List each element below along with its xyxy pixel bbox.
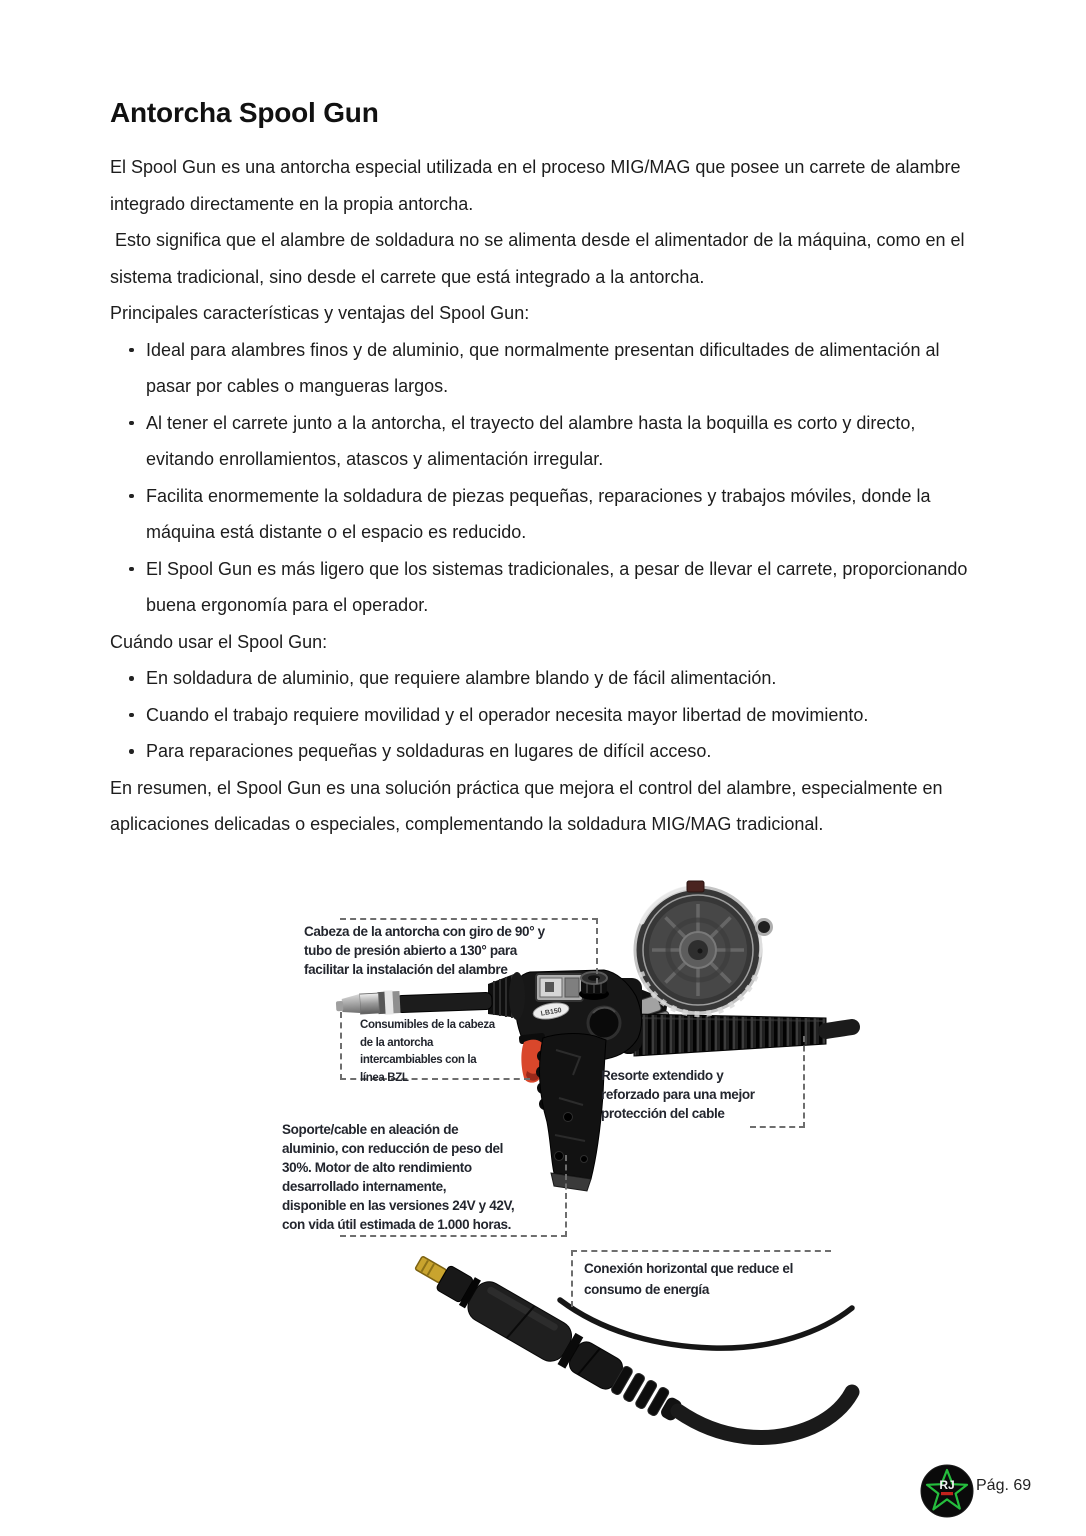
spool-ear-tab: [757, 920, 772, 935]
callout-resorte: Resorte extendido y reforzado para una mejor protección del cable: [601, 1068, 755, 1121]
usage-list: [110, 660, 974, 770]
spool-top-latch: [687, 881, 704, 892]
logo-red-accent: [941, 1492, 953, 1495]
page-number: Pág. 69: [976, 1477, 1032, 1494]
wire-spool-canister: [635, 881, 772, 1014]
neck-tube: [396, 992, 493, 1012]
usage-heading: Cuándo usar el Spool Gun:: [110, 631, 328, 652]
product-label-text: LB150: [540, 1007, 563, 1018]
usage-item: Cuando el trabajo requiere movilidad y el operador necesita mayor libertad de movimiento.: [110, 697, 974, 734]
leader-resorte: [750, 1036, 805, 1128]
callout-conexion: Conexión horizontal que reduce el consumo de energía: [584, 1261, 793, 1297]
callout-cabeza: Cabeza de la antorcha con giro de 90° y tubo de presión abierto a 130° para facilitar la instalación del alambre: [304, 924, 545, 977]
power-wire: [560, 1300, 852, 1348]
intro-paragraph-1: El Spool Gun es una antorcha especial utilizada en el proceso MIG/MAG que posee un carrete de alambre integrado directamente en la propia antorcha.: [110, 157, 961, 214]
brand-logo: [920, 1464, 974, 1518]
connector-cable: [678, 1392, 852, 1438]
callout-consumibles: Consumibles de la cabeza de la antorcha intercambiables con la línea BZL: [360, 1019, 495, 1084]
features-heading: Principales características y ventajas del Spool Gun:: [110, 303, 530, 323]
feature-item: Facilita enormemente la soldadura de piezas pequeñas, reparaciones y trabajos móviles, donde la máquina está distante o el espacio es reducido.: [110, 478, 974, 551]
feature-item: El Spool Gun es más ligero que los sistemas tradicionales, a pesar de llevar el carrete, proporcionando buena ergonomía para el operador.: [110, 551, 974, 624]
feature-item: Ideal para alambres finos y de aluminio, que normalmente presentan dificultades de alimentación al pasar por cables o mangueras largos.: [110, 332, 974, 405]
spool-gun-figure: [0, 860, 1086, 1476]
usage-item: En soldadura de aluminio, que requiere alambre blando y de fácil alimentación.: [110, 660, 974, 697]
callout-soporte: Soporte/cable en aleación de aluminio, con reducción de peso del 30%. Motor de alto rendimiento desarrollado internamente, disponible en las versiones 24V y 42V, con vida útil estimada de 1.000 horas.: [282, 1122, 515, 1232]
body-text: [110, 149, 974, 843]
intro-paragraph-2: Esto significa que el alambre de soldadura no se alimenta desde el alimentador de la máquina, como en el sistema tradicional, sino desde el carrete que está integrado a la antorcha.: [110, 230, 965, 287]
page-title: Antorcha Spool Gun: [110, 97, 379, 128]
features-list: [110, 332, 974, 624]
summary-paragraph: En resumen, el Spool Gun es una solución práctica que mejora el control del alambre, especialmente en aplicaciones delicadas o especiales, complementando la soldadura MIG/MAG tradicional.: [110, 777, 943, 834]
usage-item: Para reparaciones pequeñas y soldaduras en lugares de difícil acceso.: [110, 733, 974, 770]
torch-cable-right: [826, 1027, 852, 1031]
feature-item: Al tener el carrete junto a la antorcha, el trayecto del alambre hasta la boquilla es corto y directo, evitando enrollamientos, atascos y alimentación irregular.: [110, 405, 974, 478]
logo-initials: RJ: [939, 1478, 955, 1492]
